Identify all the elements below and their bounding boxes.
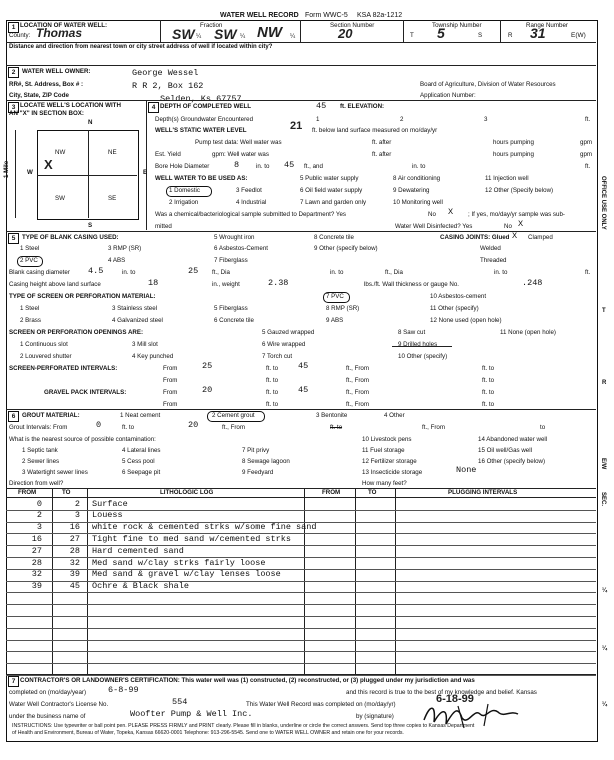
open-1[interactable]: 1 Continuous slot [20,341,68,348]
contam-2[interactable]: 2 Sewer lines [22,458,60,465]
open-4[interactable]: 4 Key punched [132,353,174,360]
gravel-ft-from-2: ft., From [346,401,370,408]
casing-5[interactable]: 5 Wrought iron [214,234,255,241]
divider [146,100,147,230]
rule [6,409,596,410]
bore-in-to: in. to [256,163,270,170]
disinfected-no: No [504,223,512,230]
location-x-mark: X [44,157,53,172]
pvc-circle [17,256,43,267]
contam-1[interactable]: 1 Septic tank [22,447,58,454]
log-description[interactable]: Med sand & gravel w/clay lenses loose [92,569,281,580]
contam-5[interactable]: 5 Cess pool [122,458,155,465]
log-from[interactable]: 32 [31,569,42,580]
screen-6[interactable]: 6 Concrete tile [214,317,254,324]
screen-3[interactable]: 3 Stainless steel [112,305,158,312]
distance-label: Distance and direction from nearest town or city street address of well if located within city? [9,44,273,50]
use-label: WELL WATER TO BE USED AS: [155,175,248,182]
contam-15[interactable]: 15 Oil well/Gas well [478,447,532,454]
office-use-label: OFFICE USE ONLY [600,176,606,230]
log-to[interactable]: 39 [69,569,80,580]
margin-ew: E/W [600,458,606,470]
board-label: Board of Agriculture, Division of Water Resources [420,81,556,88]
how-many-label: How many feet? [362,480,407,487]
plug-from-header: FROM [322,489,341,496]
section-3-number: 3 [8,102,19,113]
west-label: W [27,169,33,176]
contam-14[interactable]: 14 Abandoned water well [478,436,548,443]
mile-label: 1 Mile [3,160,10,178]
pump-gpm: gpm [580,139,593,146]
rule [6,65,596,66]
divider [403,20,404,42]
grout-to: to [540,424,546,431]
open-8[interactable]: 8 Saw cut [398,329,426,336]
gravel-from: From [163,389,178,396]
township-label: Township Number [432,22,482,29]
use-4[interactable]: 4 Industrial [236,199,267,206]
section-number-label: Section Number [330,22,375,29]
owner-city[interactable]: Selden, Ks 67757 [160,94,242,104]
casing-1[interactable]: 1 Steel [20,245,40,252]
chem-rest: ; If yes, mo/day/yr sample was sub- [468,211,565,218]
log-to[interactable]: 45 [69,581,80,592]
grout-4[interactable]: 4 Other [384,412,405,419]
gw-2: 2 [400,116,404,123]
grout-ft-to: ft. to [122,424,135,431]
gw-3: 3 [484,116,488,123]
county-label: County: [9,32,31,39]
joints-x[interactable]: X [512,231,518,241]
owner-name[interactable]: George Wessel [132,68,199,78]
joints-welded: Welded [480,245,501,252]
record-date[interactable]: 6-18-99 [436,693,474,705]
license-number[interactable]: 554 [172,697,188,707]
locate-label-2: AN "X" IN SECTION BOX: [9,110,84,117]
log-row-rule [6,628,596,629]
disinfected-x[interactable]: X [518,219,524,229]
application-number-label: Application Number: [420,92,476,99]
log-description[interactable]: Ochre & Black shale [92,581,189,592]
margin-q2: ¼ [602,646,608,652]
log-to[interactable]: 3 [74,510,80,521]
grout-from-value[interactable]: 0 [96,420,102,430]
gravel-label: GRAVEL PACK INTERVALS: [44,389,127,396]
joints-label: CASING JOINTS: Glued [440,234,510,241]
perf-from-value[interactable]: 25 [202,361,213,371]
location-label: LOCATION OF WATER WELL: [20,22,108,29]
sw-label: SW [55,195,65,202]
signature-label: by (signature) [356,713,394,720]
range-r: R [508,32,513,39]
plugging-header: PLUGGING INTERVALS [448,489,518,496]
fraction-label: Fraction [200,22,223,29]
elevation-label: ft. ELEVATION: [340,103,385,110]
log-to[interactable]: 28 [69,545,80,556]
address-label: RR#, St. Address, Box # : [9,81,84,88]
screen-10[interactable]: 10 Asbestos-cement [430,293,487,300]
weight-label: in., weight [212,281,240,288]
grout-ft-to-2: ft. to [330,424,343,431]
margin-sec: SEC. [600,492,606,507]
range-ew: E(W) [571,32,586,39]
completed-date[interactable]: 6-8-99 [108,685,139,695]
pump-hours: hours pumping [493,139,534,146]
log-from[interactable]: 16 [31,533,42,544]
height-label: Casing height above land surface [9,281,101,288]
wall-label: lbs./ft. Wall thickness or gauge No. [364,281,460,288]
log-from[interactable]: 2 [36,510,42,521]
business-name[interactable]: Woofter Pump & Well Inc. [130,709,253,719]
rule [6,42,596,43]
perf-from-2: From [163,377,178,384]
contam-13[interactable]: 13 Insecticide storage [362,469,423,476]
diameter-ft-dia: ft., Dia [212,269,230,276]
se-label: SE [108,195,117,202]
use-6[interactable]: 6 Oil field water supply [300,187,363,194]
township-t: T [410,32,414,39]
perf-ft-to-4: ft. to [482,377,495,384]
grout-to-value[interactable]: 20 [188,420,199,430]
mitted: mitted [155,223,172,230]
log-from[interactable]: 0 [36,498,42,509]
bore-ft-and: ft., and [304,163,323,170]
diameter-in-to-c: in. to [494,269,508,276]
chem-label: Was a chemical/bacteriological sample submitted to Department? Yes [155,211,346,218]
log-description[interactable]: Tight fine to med sand w/cemented strks [92,533,291,544]
bore-in-to-2: in. to [412,163,426,170]
joints-threaded: Threaded [480,257,507,264]
bore-to-value[interactable]: 45 [284,160,295,170]
gravel-from-value[interactable]: 20 [202,385,213,395]
static-rest: ft. below land surface measured on mo/day/yr [312,127,438,134]
casing-6[interactable]: 6 Asbestos-Cement [214,245,268,252]
log-from-header: FROM [18,489,37,496]
ksa-ref: KSA 82a-1212 [357,12,403,19]
margin-q1: ¼ [602,588,608,594]
township-s: S [478,32,483,39]
open-7[interactable]: 7 Torch cut [262,353,293,360]
gravel-ft-to-4: ft. to [482,401,495,408]
log-row-rule [6,592,596,593]
log-from[interactable]: 39 [31,581,42,592]
rule [6,231,596,232]
screen-label: TYPE OF SCREEN OR PERFORATION MATERIAL: [9,293,156,300]
use-11[interactable]: 11 Injection well [485,175,529,182]
section-6-number: 6 [8,411,19,422]
lithologic-log-header: LITHOLOGIC LOG [160,489,214,496]
south-label: S [88,222,93,229]
use-7[interactable]: 7 Lawn and garden only [300,199,367,206]
use-3[interactable]: 3 Feedlot [236,187,262,194]
open-5[interactable]: 5 Gauzed wrapped [262,329,315,336]
diameter-to-value[interactable]: 25 [188,266,199,276]
log-to[interactable]: 32 [69,557,80,568]
contam-none[interactable]: None [456,465,477,475]
yield-label: Est. Yield [155,151,181,158]
fraction-1[interactable]: SW [172,26,195,42]
drilled-underline [392,346,452,347]
perf-ft-from: ft., From [346,365,370,372]
static-value[interactable]: 21 [290,120,303,132]
log-description[interactable]: white rock & cemented strks w/some fine sand [92,522,317,533]
open-11[interactable]: 11 None (open hole) [500,329,556,336]
log-description[interactable]: Hard cemented sand [92,545,184,556]
grout-circle [207,411,265,422]
screen-11[interactable]: 11 Other (specify) [430,305,479,312]
cert-completed-label: completed on (mo/day/year) [9,689,87,696]
section-box-vertical [88,130,89,218]
section-1-number: 1 [8,22,19,33]
casing-2[interactable]: 2 PVC [20,257,38,264]
gw-ft: ft. [585,116,591,123]
screen-4[interactable]: 4 Galvanized steel [112,317,163,324]
grout-label: GROUT MATERIAL: [22,412,80,419]
contam-9[interactable]: 9 Feedyard [242,469,274,476]
grout-ft-from: ft., From [222,424,246,431]
open-6[interactable]: 6 Wire wrapped [262,341,306,348]
diameter-ft-dia-b: ft., Dia [385,269,403,276]
depth-label: DEPTH OF COMPLETED WELL [160,103,252,110]
use-5[interactable]: 5 Public water supply [300,175,359,182]
screen-7[interactable]: 7 PVC [326,293,344,300]
pump-ft-after: ft. after [372,139,392,146]
form-number: Form WWC-5 [305,12,348,19]
gravel-ft-to-2: ft. to [482,389,495,396]
contam-12[interactable]: 12 Fertilizer storage [362,458,417,465]
rule [6,674,596,675]
perf-label: SCREEN-PERFORATED INTERVALS: [9,365,118,372]
screen-2[interactable]: 2 Brass [20,317,41,324]
casing-9[interactable]: 9 Other (specify below) [314,245,378,252]
nw-label: NW [55,149,66,156]
use-10[interactable]: 10 Monitoring well [393,199,443,206]
section-5-number: 5 [8,233,19,244]
log-from[interactable]: 27 [31,545,42,556]
log-row-rule [6,640,596,641]
diameter-label: Blank casing diameter [9,269,70,276]
section-7-number: 7 [8,676,19,687]
casing-4[interactable]: 4 ABS [108,257,126,264]
screen-9[interactable]: 9 ABS [326,317,344,324]
township-number[interactable]: 5 [437,25,445,41]
license-label: Water Well Contractor's License No. [9,701,109,708]
owner-address[interactable]: R R 2, Box 162 [132,81,204,91]
contam-10[interactable]: 10 Livestock pens [362,436,412,443]
depth-value[interactable]: 45 [316,101,327,111]
log-to[interactable]: 16 [69,522,80,533]
owner-label: WATER WELL OWNER: [22,68,91,75]
log-to[interactable]: 27 [69,533,80,544]
perf-ft-to-2: ft. to [482,365,495,372]
contam-8[interactable]: 8 Sewage lagoon [242,458,290,465]
log-description[interactable]: Med sand w/clay strks fairly loose [92,557,266,568]
perf-ft-to: ft. to [266,365,279,372]
range-number[interactable]: 31 [530,25,546,41]
grout-ft-from-2: ft., From [422,424,446,431]
divider [500,20,501,42]
log-row-rule [6,663,596,664]
cert-line-1: CONTRACTOR'S OR LANDOWNER'S CERTIFICATION: This water well was (1) constructed, (2) reconstructed, or (3) plugged under my jurisdiction and was [20,677,475,684]
use-8[interactable]: 8 Air conditioning [393,175,441,182]
casing-3[interactable]: 3 RMP (SR) [108,245,142,252]
fraction-2[interactable]: SW [214,26,237,42]
gravel-ft-from: ft., From [346,389,370,396]
casing-8[interactable]: 8 Concrete tile [314,234,354,241]
margin-r: R [602,380,607,386]
divider [300,20,301,42]
mile-scale-line [15,130,16,218]
log-row-rule [6,616,596,617]
grout-3[interactable]: 3 Bentonite [316,412,348,419]
chem-no: No [428,211,436,218]
instructions-2: of Health and Environment, Bureau of Water, Topeka, Kansas 66620-0001 Telephone: 913-296-5545. Send one to WATER WELL OWNER and retain one for your records. [12,730,404,736]
disinfected-label: Water Well Disinfected? Yes [395,223,473,230]
yield-gpm: gpm: Well water was [212,151,269,158]
section-number[interactable]: 20 [338,26,353,41]
grout-2[interactable]: 2 Cement grout [212,412,255,419]
contam-label: What is the nearest source of possible contamination: [9,436,156,443]
gravel-from-2: From [163,401,178,408]
perf-ft-from-2: ft., From [346,377,370,384]
chem-x[interactable]: X [448,207,454,217]
weight-value[interactable]: 2.38 [268,278,289,288]
county-value[interactable]: Thomas [36,26,83,40]
section-box-horizontal [37,175,137,176]
log-description[interactable]: Surface [92,498,128,509]
casing-7[interactable]: 7 Fiberglass [214,257,248,264]
bore-ft: ft. [585,163,591,170]
log-description[interactable]: Louess [92,510,123,521]
groundwater-label: Depth(s) Groundwater Encountered [155,116,254,123]
domestic-circle [166,186,212,197]
joints-clamped: Clamped [528,234,553,241]
cert-line-2b: and this record is true to the best of my knowledge and belief. Kansas [346,689,537,696]
contam-11[interactable]: 11 Fuel storage [362,447,405,454]
direction-label: Direction from well? [9,480,64,487]
use-12[interactable]: 12 Other (Specify below) [485,187,554,194]
log-to[interactable]: 2 [74,498,80,509]
yield-ft-after: ft. after [372,151,392,158]
use-9[interactable]: 9 Dewatering [393,187,430,194]
city-label: City, State, ZIP Code [9,92,69,99]
contam-4[interactable]: 4 Lateral lines [122,447,161,454]
use-1[interactable]: 1 Domestic [169,187,200,194]
height-value[interactable]: 18 [148,278,159,288]
margin-t: T [602,308,606,314]
casing-label: TYPE OF BLANK CASING USED: [22,234,119,241]
bore-value[interactable]: 8 [234,160,240,170]
gravel-ft-to: ft. to [266,389,279,396]
use-2[interactable]: 2 Irrigation [169,199,199,206]
north-label: N [88,119,93,126]
quarter-3: ¼ [290,33,296,40]
ne-label: NE [108,149,117,156]
log-from[interactable]: 28 [31,557,42,568]
contam-16[interactable]: 16 Other (specify below) [478,458,546,465]
perf-from: From [163,365,178,372]
divider [160,20,161,42]
east-label: E [143,169,148,176]
wall-value[interactable]: .248 [522,278,543,288]
instructions-1: INSTRUCTIONS: Use typewriter or ball point pen. PLEASE PRESS FIRMLY and PRINT clearly. Please fill in blanks, underline or circle the correct answers. Send top three copies to Kansas Department [12,723,475,729]
screen-1[interactable]: 1 Steel [20,305,40,312]
open-3[interactable]: 3 Mill slot [132,341,158,348]
plug-to-header: TO [368,489,377,496]
range-label: Range Number [526,22,568,29]
gravel-ft-to-3: ft. to [266,401,279,408]
section-4-number: 4 [148,102,159,113]
open-2[interactable]: 2 Louvered shutter [20,353,72,360]
record-completed-label: This Water Well Record was completed on (mo/day/yr) [246,701,396,708]
quarter-2: ¼ [240,33,246,40]
openings-label: SCREEN OR PERFORATION OPENINGS ARE: [9,329,144,336]
diameter-value[interactable]: 4.5 [88,266,104,276]
pump-test-label: Pump test data: Well water was [195,139,282,146]
section-2-number: 2 [8,67,19,78]
perf-to-value[interactable]: 45 [298,361,309,371]
contam-3[interactable]: 3 Watertight sewer lines [22,469,88,476]
contam-6[interactable]: 6 Seepage pit [122,469,161,476]
perf-ft-to-3: ft. to [266,377,279,384]
yield-hours: hours pumping [493,151,534,158]
gravel-to-value[interactable]: 45 [298,385,309,395]
grout-intervals-label: Grout Intervals: From [9,424,68,431]
pvc-screen-circle [323,292,350,303]
diameter-ft-c: ft. [585,269,591,276]
business-label: under the business name of [9,713,86,720]
log-to-header: TO [62,489,71,496]
screen-5[interactable]: 5 Fiberglass [214,305,248,312]
rule [6,100,596,101]
screen-8[interactable]: 8 RMP (SR) [326,305,360,312]
quarter-1: ¼ [196,33,202,40]
gw-1: 1 [316,116,320,123]
fraction-3[interactable]: NW [257,24,282,41]
locate-label-1: LOCATE WELL'S LOCATION WITH [20,102,121,109]
contam-7[interactable]: 7 Pit privy [242,447,270,454]
log-row-rule [6,651,596,652]
log-from[interactable]: 3 [36,522,42,533]
diameter-in-to: in. to [122,269,136,276]
log-row-rule [6,604,596,605]
open-9[interactable]: 9 Drilled holes [398,341,438,348]
form-title: WATER WELL RECORD [220,12,299,19]
yield-gpm-2: gpm [580,151,593,158]
log-row-rule [6,675,596,676]
rule [6,497,596,498]
diameter-in-to-b: in. to [330,269,344,276]
static-label: WELL'S STATIC WATER LEVEL [155,127,247,134]
bore-label: Bore Hole Diameter [155,163,210,170]
margin-q3: ¼ [602,702,608,708]
screen-12[interactable]: 12 None used (open hole) [430,317,502,324]
grout-1[interactable]: 1 Neat cement [120,412,161,419]
open-10[interactable]: 10 Other (specify) [398,353,448,360]
